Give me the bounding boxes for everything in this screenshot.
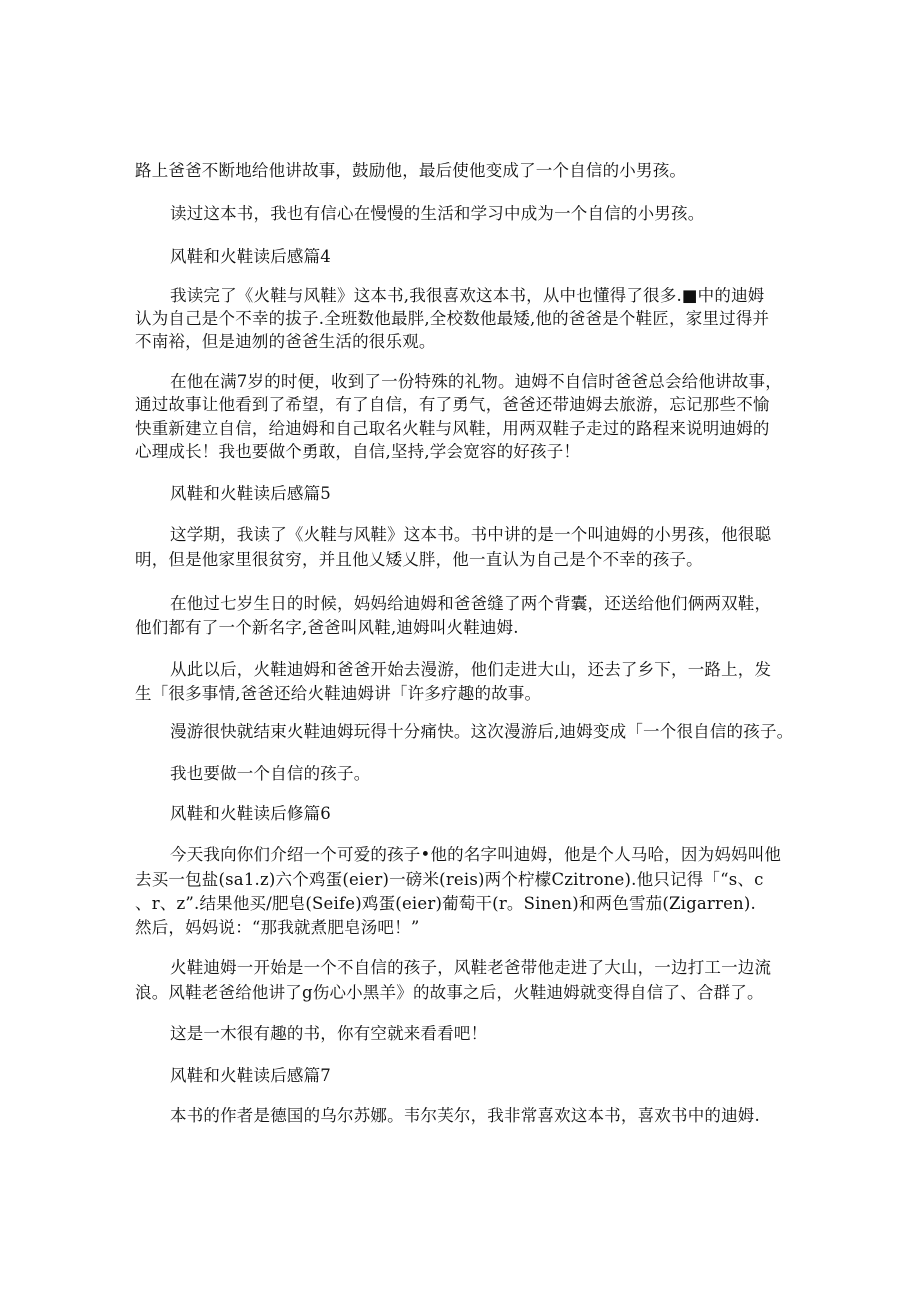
text-line: 他们都有了一个新名字,爸爸叫风鞋,迪姆叫火鞋迪姆. — [135, 618, 519, 637]
text-line: 然后，妈妈说：“那我就煮肥皂汤吧！” — [135, 918, 420, 937]
text-line: 路上爸爸不断地给他讲故事，鼓励他，最后使他变成了一个自信的小男孩。 — [135, 161, 687, 180]
text-line: 读过这本书，我也有信心在慢慢的生活和学习中成为一个自信的小男孩。 — [170, 204, 705, 223]
text-line: 本书的作者是德国的乌尔苏娜。韦尔芙尔，我非常喜欢这本书，喜欢书中的迪姆. — [170, 1106, 760, 1125]
section-heading: 风鞋和火鞋读后感篇5 — [170, 484, 331, 503]
text-line: 火鞋迪姆一开始是一个不自信的孩子，风鞋老爸带他走进了大山，一边打工一边流 — [170, 958, 772, 977]
text-line: 今天我向你们介绍一个可爱的孩子•他的名字叫迪姆，他是个人马哈，因为妈妈叫他 — [170, 845, 782, 864]
text-line: 去买一包盐(sa1.z)六个鸡蛋(eier)一磅米(reis)两个柠檬Czitrone).他只记得「“s、c — [135, 870, 764, 889]
text-line: 这是一木很有趣的书，你有空就来看看吧！ — [170, 1024, 488, 1043]
text-line: 心理成长！我也要做个勇敢，自信,坚持,学会宽容的好孩子！ — [135, 442, 581, 461]
text-line: 浪。风鞋老爸给他讲了g伤心小黑羊》的故事之后，火鞋迪姆就变得自信了、合群了。 — [135, 983, 764, 1002]
text-line: 、r、z”.结果他买/肥皂(Seife)鸡蛋(eier)葡萄干(r。Sinen)和两色雪茄(Zigarren). — [135, 894, 756, 913]
text-line: 在他在满7岁的时便，收到了一份特殊的礼物。迪姆不自信时爸爸总会给他讲故事， — [170, 372, 782, 391]
text-line: 认为自己是个不幸的拔子.全班数他最胖,全校数他最矮,他的爸爸是个鞋匠，家里过得并 — [135, 309, 770, 328]
text-line: 漫游很快就结束火鞋迪姆玩得十分痛快。这次漫游后,迪姆变成「一个很自信的孩子。 — [170, 722, 794, 741]
text-line: 从此以后，火鞋迪姆和爸爸开始去漫游，他们走进大山，还去了乡下，一路上，发 — [170, 660, 772, 679]
text-line: 这学期，我读了《火鞋与风鞋》这本书。书中讲的是一个叫迪姆的小男孩，他很聪 — [170, 525, 772, 544]
section-heading: 风鞋和火鞋读后感篇4 — [170, 247, 331, 266]
section-heading: 风鞋和火鞋读后修篇6 — [170, 804, 331, 823]
section-heading: 风鞋和火鞋读后感篇7 — [170, 1066, 331, 1085]
text-line: 明，但是他家里很贫穷，并且他乂矮乂胖，他一直认为自己是个不幸的孩子。 — [135, 550, 703, 569]
text-line: 我也要做一个自信的孩子。 — [170, 764, 371, 783]
text-line: 快重新建立自信，给迪姆和自己取名火鞋与风鞋，用两双鞋子走过的路程来说明迪姆的 — [135, 419, 770, 438]
text-line: 不南裕，但是迪刎的爸爸生活的很乐观。 — [135, 332, 436, 351]
text-line: 通过故事让他看到了希望，有了自信，有了勇气，爸爸还带迪姆去旅游，忘记那些不愉 — [135, 395, 770, 414]
text-line: 我读完了《火鞋与风鞋》这本书,我很喜欢这本书，从中也懂得了很多.■中的迪姆 — [170, 286, 765, 305]
text-line: 在他过七岁生日的时候，妈妈给迪姆和爸爸缝了两个背囊，还送给他们俩两双鞋， — [170, 594, 772, 613]
text-line: 生「很多事情,爸爸还给火鞋迪姆讲「许多疗趣的故事。 — [135, 684, 542, 703]
